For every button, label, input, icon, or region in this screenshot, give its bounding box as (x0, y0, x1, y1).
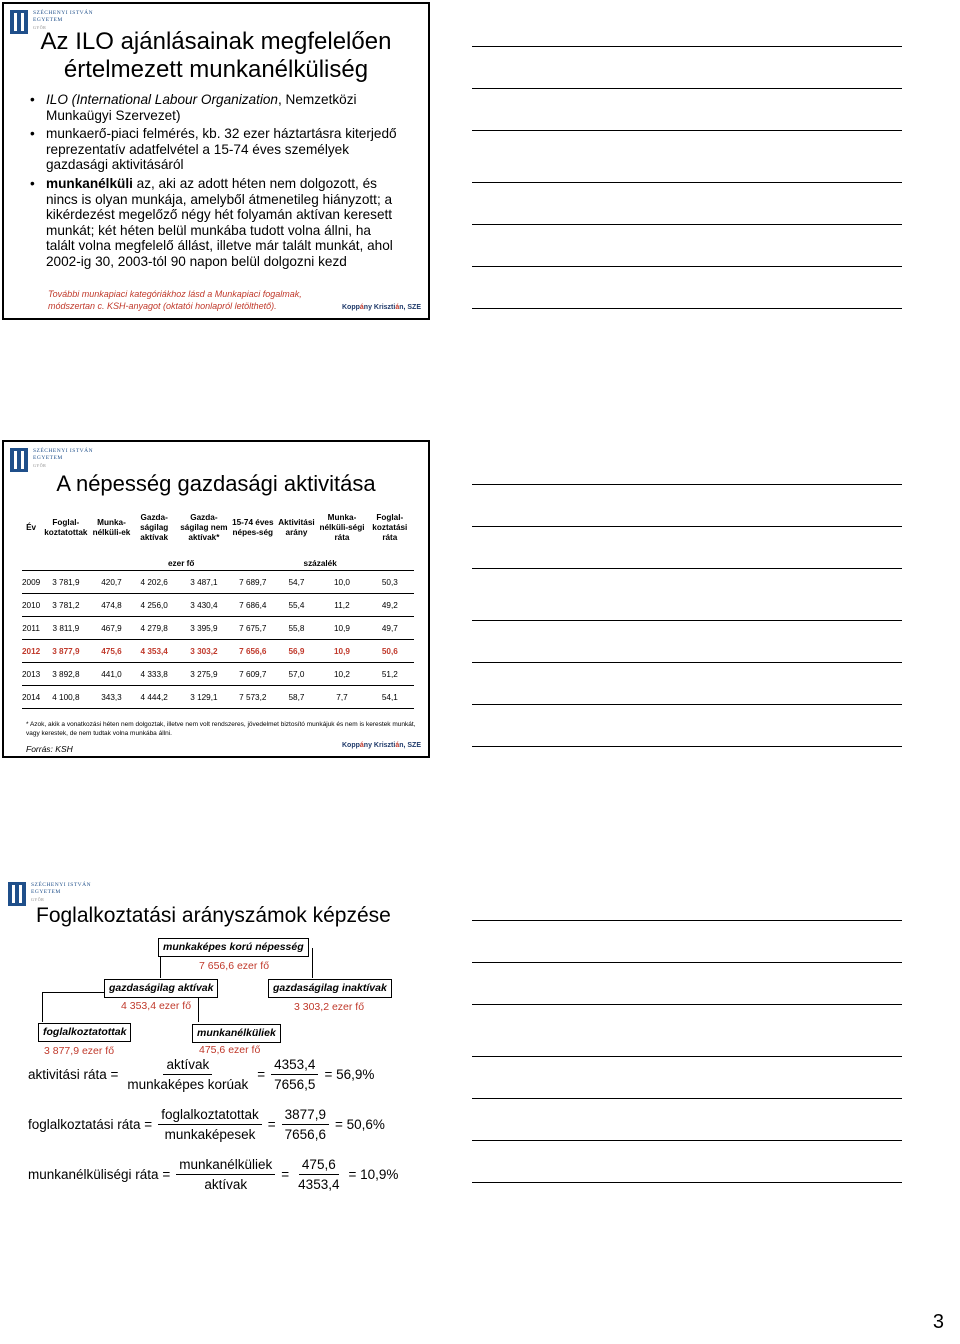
table-header-cell: Év (26, 523, 37, 532)
table-cell: 10,0 (318, 571, 365, 594)
note-line (472, 224, 902, 225)
table-cell: 54,1 (366, 686, 414, 709)
table-header-cell: Gazda-ságilag aktívak (140, 513, 169, 542)
logo-line-2: EGYETEM (33, 455, 63, 461)
table-cell: 2014 (22, 686, 40, 709)
note-line (472, 1140, 902, 1141)
table-cell: 467,9 (91, 617, 131, 640)
note-line (472, 46, 902, 47)
table-cell: 50,6 (366, 640, 414, 663)
slide-ilo-definition (2, 2, 430, 320)
table-cell: 3 275,9 (177, 663, 231, 686)
table-cell: 3 781,2 (40, 594, 91, 617)
count-economically-inactive: 3 303,2 ezer fő (294, 1001, 365, 1013)
employment-rate-result: 50,6% (346, 1117, 385, 1132)
university-logo-icon (8, 882, 26, 906)
table-cell: 56,9 (275, 640, 319, 663)
formula-employment-rate: foglalkoztatási ráta = $\frac{\text{foglalkoztatottak}}{\text{munkaképesek}}$ = $\frac{3877,9}{7656,6}$ = 50,6% (28, 1107, 385, 1142)
unit-thousand-persons: ezer fő (131, 556, 230, 571)
note-line (472, 920, 902, 921)
table-source: Forrás: KSH (26, 744, 73, 754)
table-row (22, 617, 414, 640)
table-cell: 3 395,9 (177, 617, 231, 640)
table-cell: 7 675,7 (231, 617, 275, 640)
table-cell: 4 202,6 (131, 571, 176, 594)
count-working-age-population: 7 656,6 ezer fő (199, 960, 270, 972)
note-line (472, 1004, 902, 1005)
slide-employment-ratios (2, 876, 430, 1202)
table-cell: 441,0 (91, 663, 131, 686)
box-economically-inactive: gazdaságilag inaktívak (268, 979, 392, 998)
table-row (22, 571, 414, 594)
table-cell: 3 487,1 (177, 571, 231, 594)
table-cell: 3 430,4 (177, 594, 231, 617)
note-line (472, 962, 902, 963)
table-cell: 4 353,4 (131, 640, 176, 663)
table-header-cell: Foglal-koztatási ráta (372, 513, 408, 542)
note-line (472, 526, 902, 527)
logo-line-1: SZÉCHENYI ISTVÁN (31, 882, 92, 888)
table-cell: 51,2 (366, 663, 414, 686)
table-header-cell: Munka-nélküli-ek (92, 518, 131, 537)
table-row (22, 640, 414, 663)
table-cell: 10,2 (318, 663, 365, 686)
table-header-cell: 15-74 éves népes-ség (232, 518, 274, 537)
table-cell: 7 573,2 (231, 686, 275, 709)
note-line (472, 182, 902, 183)
table-header-cell: Gazda-ságilag nem aktívak* (180, 513, 228, 542)
logo-line-3: GYŐR (31, 897, 45, 902)
note-line (472, 1098, 902, 1099)
table-cell: 343,3 (91, 686, 131, 709)
page-number: 3 (932, 1311, 944, 1333)
table-cell: 7,7 (318, 686, 365, 709)
table-cell: 7 689,7 (231, 571, 275, 594)
author-credit: Koppány Krisztián, SZE (342, 742, 421, 749)
unemployment-rate-result: 10,9% (360, 1167, 399, 1182)
box-employed: foglalkoztatottak (38, 1023, 131, 1042)
count-economically-active: 4 353,4 ezer fő (121, 1000, 192, 1012)
bullet-item: • munkaerő-piaci felmérés, kb. 32 ezer háztartásra kiterjedő reprezentatív adatfelvétel a 15-74 éves személyek gazdasági aktivitásáról (30, 126, 400, 173)
table-row (22, 594, 414, 617)
table-cell: 2010 (22, 594, 40, 617)
slide-title: Foglalkoztatási arányszámok képzése (36, 904, 391, 927)
note-line (472, 662, 902, 663)
university-logo-icon (10, 448, 28, 472)
table-cell: 10,9 (318, 640, 365, 663)
box-economically-active: gazdaságilag aktívak (104, 979, 218, 998)
table-cell: 4 256,0 (131, 594, 176, 617)
table-cell: 2011 (22, 617, 40, 640)
table-cell: 7 686,4 (231, 594, 275, 617)
box-working-age-population: munkaképes korú népesség (158, 938, 309, 957)
table-cell: 3 303,2 (177, 640, 231, 663)
note-line (472, 484, 902, 485)
table-cell: 474,8 (91, 594, 131, 617)
author-credit: Koppány Krisztián, SZE (342, 304, 421, 311)
logo-line-3: GYŐR (33, 463, 47, 468)
count-unemployed: 475,6 ezer fő (199, 1044, 261, 1056)
logo-line-1: SZÉCHENYI ISTVÁN (33, 448, 94, 454)
table-header-cell: Foglal-koztatottak (44, 518, 88, 537)
table-cell: 3 811,9 (40, 617, 91, 640)
table-cell: 3 129,1 (177, 686, 231, 709)
table-cell: 49,7 (366, 617, 414, 640)
note-line (472, 266, 902, 267)
logo-line-2: EGYETEM (31, 889, 61, 895)
table-header-cell: Munka-nélküli-ségi ráta (319, 513, 365, 542)
unit-row (22, 556, 414, 571)
table-cell: 4 333,8 (131, 663, 176, 686)
slide-title: Az ILO ajánlásainak megfelelően értelmezett munkanélküliség (40, 28, 392, 83)
table-cell: 2013 (22, 663, 40, 686)
table-row (22, 686, 414, 709)
formula-activity-rate: aktivitási ráta = $\frac{\text{aktívak}}{\text{munkaképes korúak}}$ = $\frac{4353,4}{7656,5}$ = 56,9% (28, 1057, 375, 1092)
table-cell: 7 609,7 (231, 663, 275, 686)
table-cell: 475,6 (91, 640, 131, 663)
box-unemployed: munkanélküliek (192, 1024, 281, 1043)
table-cell: 57,0 (275, 663, 319, 686)
activity-table (22, 500, 414, 709)
note-line (472, 704, 902, 705)
table-cell: 3 877,9 (40, 640, 91, 663)
logo-line-1: SZÉCHENYI ISTVÁN (33, 10, 94, 16)
note-line (472, 1182, 902, 1183)
logo-line-3: GYŐR (33, 25, 47, 30)
table-cell: 2012 (22, 640, 40, 663)
table-cell: 49,2 (366, 594, 414, 617)
further-reading-note: További munkapiaci kategóriákhoz lásd a Munkapiaci fogalmak, módszertan c. KSH-anyagot (oktatói honlapról letölthető). (48, 289, 302, 311)
formula-unemployment-rate: munkanélküliségi ráta = $\frac{\text{munkanélküliek}}{\text{aktívak}}$ = $\frac{475,6}{4353,4}$ = 10,9% (28, 1157, 399, 1192)
table-cell: 11,2 (318, 594, 365, 617)
table-cell: 2009 (22, 571, 40, 594)
table-cell: 10,9 (318, 617, 365, 640)
logo-line-2: EGYETEM (33, 17, 63, 23)
table-cell: 58,7 (275, 686, 319, 709)
table-cell: 7 656,6 (231, 640, 275, 663)
table-cell: 54,7 (275, 571, 319, 594)
table-cell: 4 279,8 (131, 617, 176, 640)
note-line (472, 130, 902, 131)
note-line (472, 568, 902, 569)
note-line (472, 308, 902, 309)
note-line (472, 88, 902, 89)
activity-rate-result: 56,9% (336, 1067, 375, 1082)
table-footnote: * Azok, akik a vonatkozási héten nem dolgoztak, illetve nem volt rendszeres, jövedelmet biztosító munkájuk és nem is kerestek munkát, vagy kerestek, de nem tudtak volna munkába állni. (26, 721, 416, 737)
table-header-cell: Aktivitási arány (278, 518, 315, 537)
slide-title: A népesség gazdasági aktivitása (56, 471, 376, 496)
note-line (472, 746, 902, 747)
bullet-list (30, 92, 400, 273)
bullet-item: • ILO (International Labour Organization, Nemzetközi Munkaügyi Szervezet) (30, 92, 400, 123)
table-cell: 3 892,8 (40, 663, 91, 686)
table-cell: 3 781,9 (40, 571, 91, 594)
count-employed: 3 877,9 ezer fő (44, 1045, 115, 1057)
slide-activity-table (2, 440, 430, 758)
table-body (22, 556, 414, 709)
table-cell: 4 100,8 (40, 686, 91, 709)
table-row (22, 663, 414, 686)
note-line (472, 1056, 902, 1057)
table-cell: 55,4 (275, 594, 319, 617)
table-cell: 4 444,2 (131, 686, 176, 709)
table-cell: 55,8 (275, 617, 319, 640)
note-line (472, 620, 902, 621)
bullet-item: • munkanélküli az, aki az adott héten nem dolgozott, és nincs is olyan munkája, amelyből átmenetileg hiányzott; a kikérdezést megelőző négy hét folyamán aktívan keresett munkát; két héten belül munkába tudott volna állni, ha talált volna megfelelő állást, illetve már talált munkát, ahol 2002-ig 30, 2003-tól 90 napon belül dolgozni kezd (30, 176, 400, 270)
table-cell: 420,7 (91, 571, 131, 594)
unit-percent: százalék (275, 556, 366, 571)
table-cell: 50,3 (366, 571, 414, 594)
table-header-row (22, 500, 414, 556)
